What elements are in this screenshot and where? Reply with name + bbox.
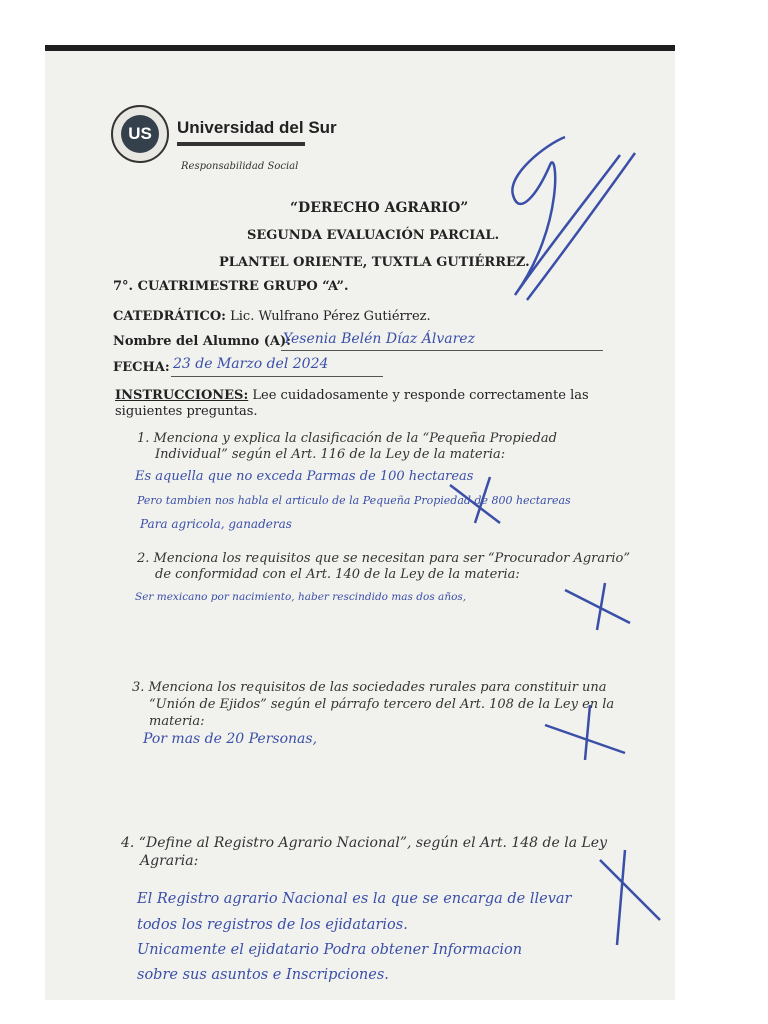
instructions-text: Lee cuidadosamente y responde correctamente las: [252, 388, 589, 403]
cross-mark-q3-icon: [545, 705, 625, 760]
answer-2-line1: Ser mexicano por nacimiento, haber rescindido mas dos años,: [135, 591, 467, 603]
cross-mark-q4-icon: [600, 850, 660, 945]
date-handwritten: 23 de Marzo del 2024: [173, 356, 329, 372]
answer-1-line1: Es aquella que no exceda Parmas de 100 hectareas: [135, 469, 474, 484]
answer-4-line3: Unicamente el ejidatario Podra obtener Informacion: [137, 942, 523, 958]
teacher-label: CATEDRÁTICO:: [113, 309, 226, 324]
question-3-line3: materia:: [149, 714, 205, 729]
cross-mark-q2-icon: [565, 583, 630, 630]
university-tagline: Responsabilidad Social: [181, 161, 299, 172]
answer-4-line1: El Registro agrario Nacional es la que se encarga de llevar: [137, 891, 572, 907]
question-1-line1: 1. Menciona y explica la clasificación de la “Pequeña Propiedad: [137, 431, 557, 446]
teacher-value: Lic. Wulfrano Pérez Gutiérrez.: [230, 309, 431, 324]
answer-4-line4: sobre sus asuntos e Inscripciones.: [137, 967, 389, 983]
question-1-line2: Individual” según el Art. 116 de la Ley de la materia:: [155, 447, 506, 462]
question-3-line1: 3. Menciona los requisitos de las sociedades rurales para constituir una: [132, 680, 607, 695]
group-title: 7°. CUATRIMESTRE GRUPO “A”.: [113, 279, 349, 294]
student-label: Nombre del Alumno (A):: [113, 334, 291, 349]
exam-sheet: [45, 45, 675, 1000]
campus-title: PLANTEL ORIENTE, TUXTLA GUTIÉRREZ.: [219, 255, 530, 270]
answer-3-line1: Por mas de 20 Personas,: [143, 731, 318, 747]
answer-1-line2: Pero tambien nos habla el articulo de la Pequeña Propiedad de 800 hectareas: [137, 494, 571, 507]
logo-monogram: US: [121, 115, 159, 153]
student-name-handwritten: Yesenia Belén Díaz Álvarez: [283, 331, 475, 347]
grading-marks: [45, 45, 675, 1000]
question-2-line1: 2. Menciona los requisitos que se necesitan para ser “Procurador Agrario”: [137, 551, 630, 566]
question-3-line2: “Unión de Ejidos” según el párrafo tercero del Art. 108 de la Ley en la: [149, 697, 615, 712]
evaluation-title: SEGUNDA EVALUACIÓN PARCIAL.: [247, 228, 500, 243]
answer-4-line2: todos los registros de los ejidatarios.: [137, 917, 408, 933]
date-label: FECHA:: [113, 360, 170, 375]
question-4-line2: Agraria:: [140, 853, 199, 869]
grade-mark-icon: [512, 137, 635, 300]
cross-mark-q1-icon: [450, 477, 500, 523]
university-name: Universidad del Sur: [177, 118, 337, 137]
course-title: “DERECHO AGRARIO”: [290, 200, 469, 216]
question-2-line2: de conformidad con el Art. 140 de la Ley de la materia:: [155, 567, 520, 582]
instructions-line2: siguientes preguntas.: [115, 404, 258, 419]
question-4-line1: 4. “Define al Registro Agrario Nacional”, según el Art. 148 de la Ley: [121, 835, 607, 851]
instructions-label: INSTRUCCIONES:: [115, 388, 249, 403]
answer-1-line3: Para agricola, ganaderas: [140, 517, 292, 531]
